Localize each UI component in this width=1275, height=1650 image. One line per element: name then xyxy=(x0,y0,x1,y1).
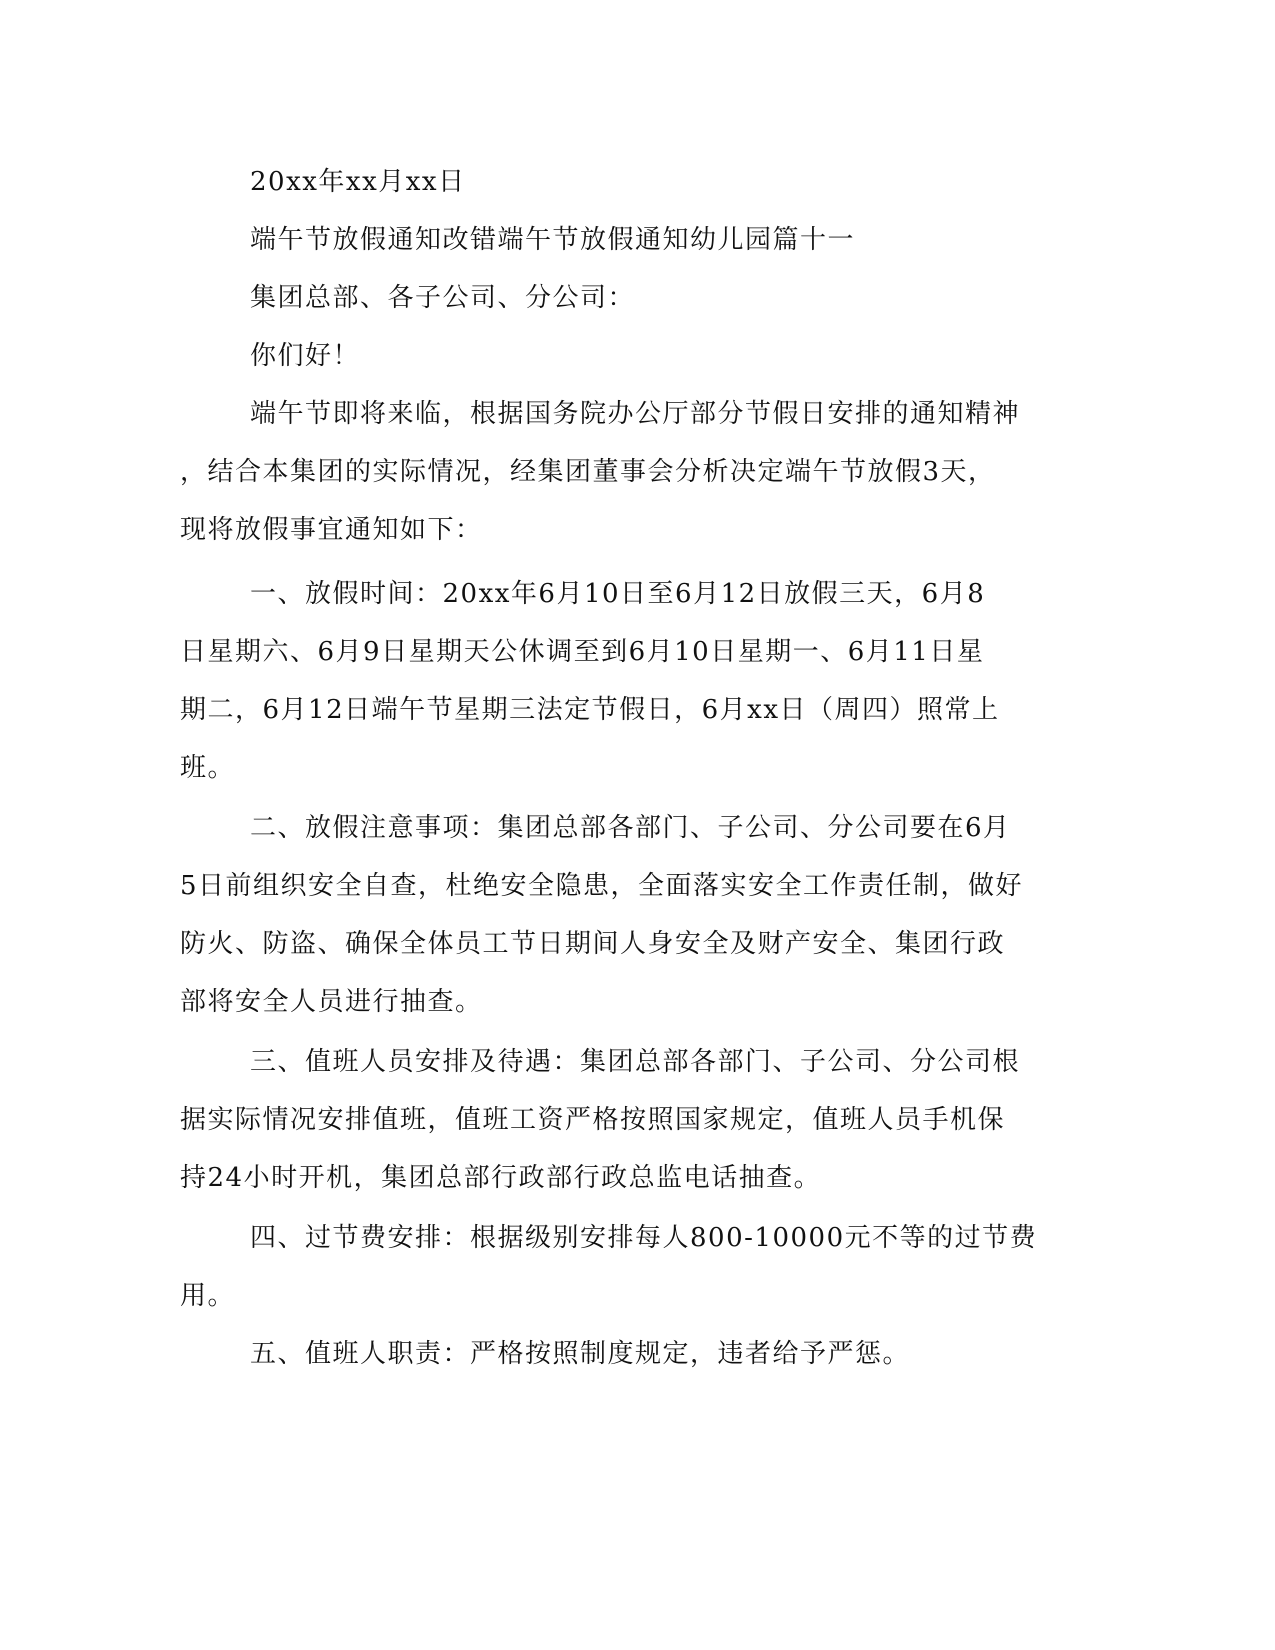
section-3-line: 持24小时开机，集团总部行政部行政总监电话抽查。 xyxy=(180,1163,822,1193)
section-2-line: 二、放假注意事项：集团总部各部门、子公司、分公司要在6月 xyxy=(250,813,1011,843)
section-1-line: 一、放假时间：20xx年6月10日至6月12日放假三天，6月8 xyxy=(250,579,986,609)
intro-paragraph-line: 端午节即将来临，根据国务院办公厅部分节假日安排的通知精神 xyxy=(250,399,1021,429)
date-line: 20xx年xx月xx日 xyxy=(250,167,466,197)
section-2-line: 部将安全人员进行抽查。 xyxy=(180,987,483,1017)
section-4-line: 四、过节费安排：根据级别安排每人800-10000元不等的过节费 xyxy=(250,1223,1038,1253)
section-1-line: 日星期六、6月9日星期天公休调至到6月10日星期一、6月11日星 xyxy=(180,637,985,667)
intro-paragraph-line: 现将放假事宜通知如下： xyxy=(180,515,483,545)
section-2-line: 5日前组织安全自查，杜绝安全隐患，全面落实安全工作责任制，做好 xyxy=(180,871,1024,901)
section-3-line: 据实际情况安排值班，值班工资严格按照国家规定，值班人员手机保 xyxy=(180,1105,1006,1135)
intro-paragraph-line: ，结合本集团的实际情况，经集团董事会分析决定端午节放假3天， xyxy=(180,457,996,487)
section-2-line: 防火、防盗、确保全体员工节日期间人身安全及财产安全、集团行政 xyxy=(180,929,1006,959)
section-1-line: 班。 xyxy=(180,753,236,783)
section-3-line: 三、值班人员安排及待遇：集团总部各部门、子公司、分公司根 xyxy=(250,1047,1021,1077)
section-5-line: 五、值班人职责：严格按照制度规定，违者给予严惩。 xyxy=(250,1339,911,1369)
greeting-line: 你们好！ xyxy=(250,341,361,371)
section-1-line: 期二，6月12日端午节星期三法定节假日，6月xx日（周四）照常上 xyxy=(180,695,1000,725)
recipient-line: 集团总部、各子公司、分公司： xyxy=(250,283,636,313)
document-title: 端午节放假通知改错端午节放假通知幼儿园篇十一 xyxy=(250,225,856,255)
section-4-line: 用。 xyxy=(180,1281,236,1311)
